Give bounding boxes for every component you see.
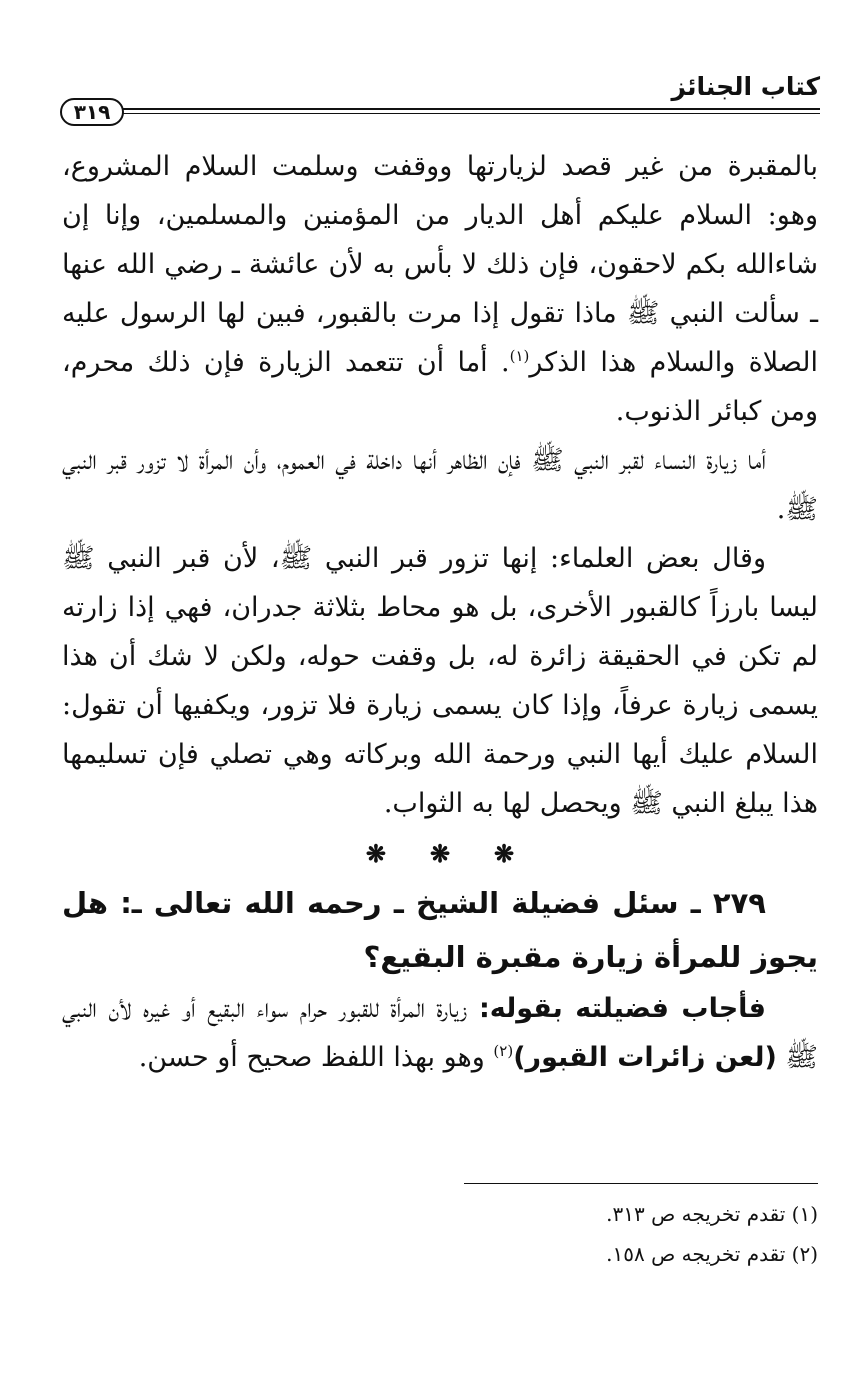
separator-star-icon: ❋ (429, 838, 451, 868)
paragraph-2: أما زيارة النساء لقبر النبي ﷺ فإن الظاهر أنها داخلة في العموم، وأن المرأة لا تزور قبر النبي ﷺ. (62, 445, 818, 525)
header-rule (122, 108, 820, 110)
footnote-2: (٢) تقدم تخريجه ص ١٥٨. (606, 1242, 818, 1266)
paragraph-3: وقال بعض العلماء: إنها تزور قبر النبي ﷺ، لأن قبر النبي ﷺ ليسا بارزاً كالقبور الأخرى، بل هو محاط بثلاثة جدران، فهي إذا زارته لم تكن في الحقيقة زائرة له، بل وقفت حوله، ولكن لا شك أن هذا يسمى زيارة عرفاً، وإذا كان يسمى زيارة فلا تزور، ويكفيها أن تقول: السلام عليك أيها النبي ورحمة الله وبركاته وهي تصلي فإن تسليمها هذا يبلغ النبي ﷺ ويحصل لها به الثواب. (62, 543, 818, 819)
running-title: كتاب الجنائز (671, 72, 820, 101)
answer-lead: فأجاب فضيلته بقوله: (478, 993, 766, 1024)
paragraph-1-text: بالمقبرة من غير قصد لزيارتها ووقفت وسلمت السلام المشروع، وهو: السلام عليكم أهل الديار من المؤمنين والمسلمين، وإنا إن شاءالله بكم لاحقون، فإن ذلك لا بأس به لأن عائشة ـ رضي الله عنها ـ سألت النبي ﷺ ماذا تقول إذا مرت بالقبور، فبين لها الرسول عليه الصلاة والسلام هذا الذكر (62, 151, 818, 378)
header-rule-thin (122, 113, 820, 114)
page-number-frame (60, 98, 124, 126)
page-number: ٣١٩ (73, 100, 111, 124)
footnote-ref-2[interactable]: (٢) (493, 1042, 514, 1060)
body-text (62, 142, 818, 1082)
fatwa-answer (62, 984, 818, 1082)
hadith-quote: (لعن زائرات القبور) (513, 1042, 777, 1073)
fatwa-question: ٢٧٩ ـ سئل فضيلة الشيخ ـ رحمه الله تعالى ـ: هل يجوز للمرأة زيارة مقبرة البقيع؟ (62, 886, 818, 974)
section-separator (62, 830, 818, 876)
page-header (60, 72, 820, 122)
separator-star-icon: ❋ (494, 838, 515, 868)
answer-text-end: وهو بهذا اللفظ صحيح أو حسن. (138, 1042, 494, 1073)
paragraph-1 (62, 142, 818, 436)
footnote-ref-1[interactable]: (١) (509, 347, 530, 365)
separator-star-icon: ❋ (365, 838, 386, 868)
footnote-divider (464, 1183, 818, 1184)
answer-text: زيارة المرأة للقبور حرام سواء البقيع أو غيره لأن النبي ﷺ (62, 993, 818, 1073)
footnote-1: (١) تقدم تخريجه ص ٣١٣. (606, 1202, 818, 1226)
footnotes (62, 1194, 818, 1274)
paragraph-1-text-end: . أما أن تتعمد الزيارة فإن ذلك محرم، ومن كبائر الذنوب. (62, 347, 818, 427)
